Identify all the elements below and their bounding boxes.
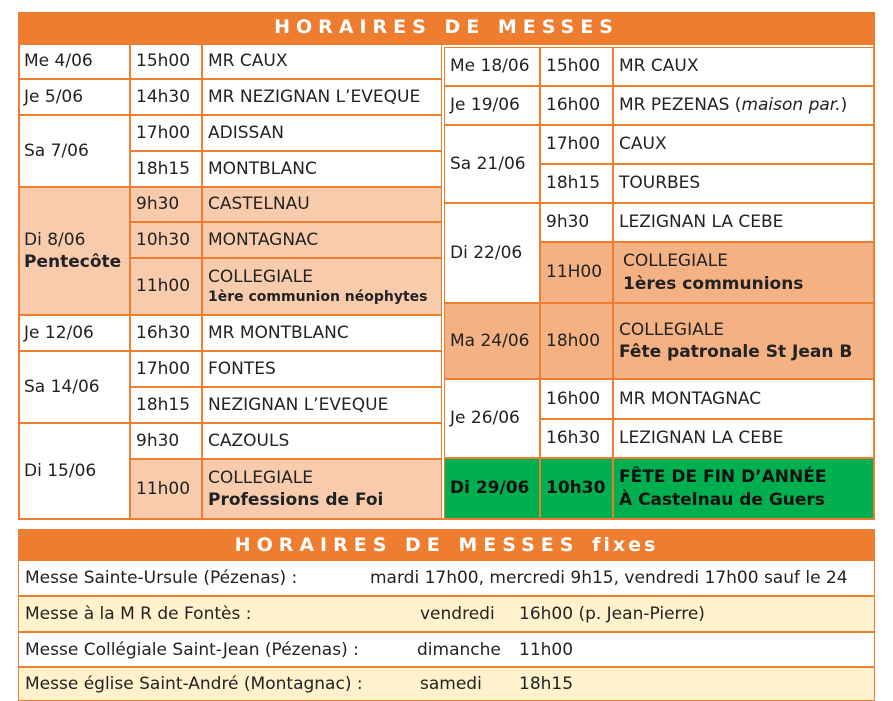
fixed-row-label: Messe à la M R de Fontès : bbox=[25, 604, 252, 624]
time-cell: 9h30 bbox=[130, 187, 202, 222]
place-cell: LEZIGNAN LA CEBE bbox=[613, 419, 875, 458]
fixed-row-detail: mardi 17h00, mercredi 9h15, vendredi 17h00 sauf le 24 bbox=[370, 568, 848, 588]
fixed-row-label: Messe Sainte-Ursule (Pézenas) : bbox=[25, 568, 298, 588]
date-cell: Je 5/06 bbox=[18, 79, 130, 115]
place-cell: MONTAGNAC bbox=[202, 222, 442, 258]
fixed-row bbox=[18, 632, 875, 667]
place-cell: MONTBLANC bbox=[202, 151, 442, 187]
time-cell: 18h15 bbox=[130, 387, 202, 423]
date-cell: Je 26/06 bbox=[444, 379, 540, 458]
date-cell: Me 4/06 bbox=[18, 43, 130, 79]
date-cell-highlight: Di 8/06 Pentecôte bbox=[18, 187, 130, 315]
place-cell: COLLEGIALE Professions de Foi bbox=[202, 459, 442, 519]
fixed-row-day: samedi bbox=[420, 674, 482, 694]
place-cell: LEZIGNAN LA CEBE bbox=[613, 203, 875, 242]
place-cell: MR PEZENAS (maison par.) bbox=[613, 86, 875, 125]
fixed-row-day: vendredi bbox=[420, 604, 495, 624]
place-cell: MR NEZIGNAN L’EVEQUE bbox=[202, 79, 442, 115]
fixed-title-suffix: fixes bbox=[592, 534, 659, 556]
date-cell: Di 15/06 bbox=[18, 423, 130, 519]
date-cell: Me 18/06 bbox=[444, 47, 540, 86]
time-cell: 16h00 bbox=[540, 86, 613, 125]
date-cell: Je 12/06 bbox=[18, 315, 130, 351]
fixed-row bbox=[18, 667, 875, 701]
place-cell: MR MONTAGNAC bbox=[613, 379, 875, 419]
time-cell: 10h30 bbox=[130, 222, 202, 258]
fixed-row-time: 16h00 (p. Jean-Pierre) bbox=[519, 604, 705, 624]
place-cell: MR CAUX bbox=[613, 47, 875, 86]
fixed-row-label: Messe église Saint-André (Montagnac) : bbox=[25, 674, 363, 694]
fixed-row-label: Messe Collégiale Saint-Jean (Pézenas) : bbox=[25, 639, 359, 660]
fixed-row-time: 18h15 bbox=[519, 674, 574, 694]
time-cell: 15h00 bbox=[130, 43, 202, 79]
time-cell: 16h00 bbox=[540, 379, 613, 419]
place-cell: CASTELNAU bbox=[202, 187, 442, 222]
date-cell-highlight: Ma 24/06 bbox=[444, 303, 540, 379]
date-cell: Sa 14/06 bbox=[18, 351, 130, 423]
time-cell: 16h30 bbox=[540, 419, 613, 458]
place-cell: ADISSAN bbox=[202, 115, 442, 151]
time-cell: 10h30 bbox=[540, 458, 613, 519]
fixed-title-banner bbox=[18, 529, 875, 560]
place-cell: CAZOULS bbox=[202, 423, 442, 459]
time-cell: 17h00 bbox=[540, 125, 613, 164]
fixed-row-day: dimanche bbox=[417, 639, 501, 660]
time-cell: 11H00 bbox=[540, 242, 613, 303]
time-cell: 18h15 bbox=[540, 164, 613, 203]
date-cell: Sa 21/06 bbox=[444, 125, 540, 203]
fixed-title: HORAIRES DE MESSES bbox=[234, 534, 580, 556]
place-cell: CAUX bbox=[613, 125, 875, 164]
fixed-row-time: 11h00 bbox=[519, 639, 574, 660]
time-cell: 16h30 bbox=[130, 315, 202, 351]
place-cell: FÊTE DE FIN D’ANNÉE À Castelnau de Guers bbox=[613, 458, 875, 519]
place-cell: COLLEGIALE 1ères communions bbox=[613, 242, 875, 303]
schedule-title: HORAIRES DE MESSES bbox=[274, 16, 619, 38]
date-cell-highlight: Di 29/06 bbox=[444, 458, 540, 519]
time-cell: 9h30 bbox=[130, 423, 202, 459]
time-cell: 18h00 bbox=[540, 303, 613, 379]
time-cell: 9h30 bbox=[540, 203, 613, 242]
fixed-row bbox=[18, 560, 875, 596]
place-cell: COLLEGIALE 1ère communion néophytes bbox=[202, 258, 442, 315]
date-cell: Di 22/06 bbox=[444, 203, 540, 303]
place-cell: COLLEGIALE Fête patronale St Jean B bbox=[613, 303, 875, 379]
date-cell: Sa 7/06 bbox=[18, 115, 130, 187]
schedule-title-banner bbox=[18, 12, 875, 43]
place-cell: TOURBES bbox=[613, 164, 875, 203]
time-cell: 14h30 bbox=[130, 79, 202, 115]
place-cell: FONTES bbox=[202, 351, 442, 387]
time-cell: 18h15 bbox=[130, 151, 202, 187]
time-cell: 17h00 bbox=[130, 115, 202, 151]
time-cell: 11h00 bbox=[130, 258, 202, 315]
time-cell: 15h00 bbox=[540, 47, 613, 86]
date-cell: Je 19/06 bbox=[444, 86, 540, 125]
place-cell: MR CAUX bbox=[202, 43, 442, 79]
place-cell: NEZIGNAN L’EVEQUE bbox=[202, 387, 442, 423]
fixed-row bbox=[18, 596, 875, 632]
place-cell: MR MONTBLANC bbox=[202, 315, 442, 351]
time-cell: 11h00 bbox=[130, 459, 202, 519]
time-cell: 17h00 bbox=[130, 351, 202, 387]
